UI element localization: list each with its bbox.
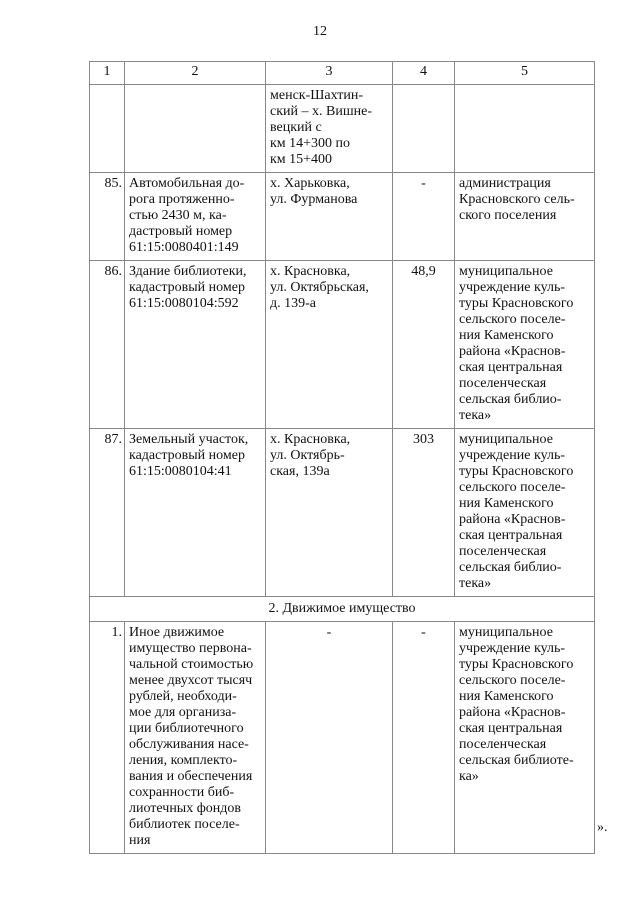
header-col-1: 1 — [90, 62, 125, 85]
object-holder: муниципальное учреждение куль- туры Красновского сельского поселе- ния Каменского района «Краснов- ская центральная поселенческая сельская библио- тека» — [455, 429, 595, 597]
object-name: Земельный участок, кадастровый номер 61:15:0080104:41 — [125, 429, 266, 597]
page-number: 12 — [313, 24, 327, 39]
object-value: - — [393, 622, 455, 854]
header-col-5: 5 — [455, 62, 595, 85]
row-number: 85. — [90, 173, 125, 261]
header-col-3: 3 — [266, 62, 393, 85]
row-number: 1. — [90, 622, 125, 854]
object-name: Иное движимое имущество первона- чальной стоимостью менее двухсот тысяч рублей, необходи- мое для организа- ции библиотечного обслуживания насе- ления, комплекто- вания и обеспечения сохранности биб- лиотечных фондов библиотек поселе- ния — [125, 622, 266, 854]
continuation-row — [90, 85, 595, 173]
object-value: 48,9 — [393, 261, 455, 429]
property-registry-table — [89, 61, 595, 854]
header-col-2: 2 — [125, 62, 266, 85]
closing-quote-mark: ». — [597, 820, 608, 835]
row-number: 86. — [90, 261, 125, 429]
table-row — [90, 261, 595, 429]
object-value: - — [393, 173, 455, 261]
row-number — [90, 85, 125, 173]
object-value: 303 — [393, 429, 455, 597]
object-name: Здание библиотеки, кадастровый номер 61:15:0080104:592 — [125, 261, 266, 429]
header-row — [90, 62, 595, 85]
object-holder: муниципальное учреждение куль- туры Красновского сельского поселе- ния Каменского района «Краснов- ская центральная поселенческая сельская библиоте- ка» — [455, 622, 595, 854]
object-address: х. Красновка, ул. Октябрьская, д. 139-а — [266, 261, 393, 429]
object-address: - — [266, 622, 393, 854]
object-holder — [455, 85, 595, 173]
object-holder: муниципальное учреждение куль- туры Красновского сельского поселе- ния Каменского района «Краснов- ская центральная поселенческая сельская библио- тека» — [455, 261, 595, 429]
object-name: Автомобильная до- рога протяженно- стью 2430 м, ка- дастровый номер 61:15:0080401:149 — [125, 173, 266, 261]
row-number: 87. — [90, 429, 125, 597]
object-address: х. Красновка, ул. Октябрь- ская, 139а — [266, 429, 393, 597]
object-name — [125, 85, 266, 173]
section-title: 2. Движимое имущество — [90, 597, 595, 622]
header-col-4: 4 — [393, 62, 455, 85]
table-row — [90, 429, 595, 597]
table-row — [90, 173, 595, 261]
object-holder: администрация Красновского сель- ского поселения — [455, 173, 595, 261]
table-row — [90, 622, 595, 854]
object-address: менск-Шахтин- ский – х. Вишне- вецкий с км 14+300 по км 15+400 — [266, 85, 393, 173]
object-value — [393, 85, 455, 173]
object-address: х. Харьковка, ул. Фурманова — [266, 173, 393, 261]
section-header-row — [90, 597, 595, 622]
